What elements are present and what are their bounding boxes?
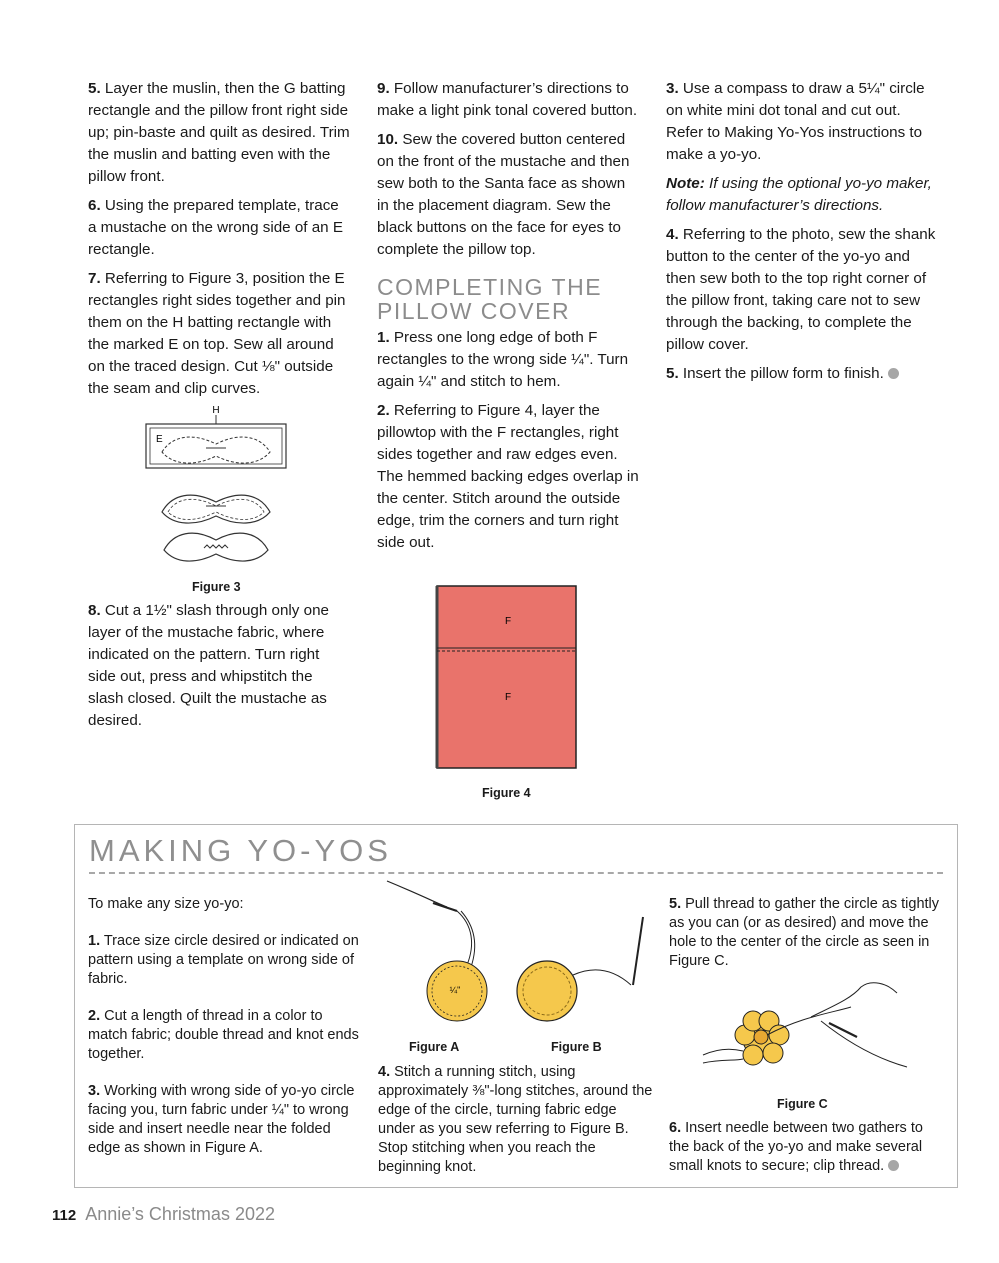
figure-b-caption: Figure B	[551, 1040, 602, 1054]
section-title-completing: COMPLETING THE PILLOW COVER	[377, 274, 603, 324]
step-8: 8. Cut a 1½" slash through only one layer of the mustache fabric, where indicated on the pattern. Turn right side out, press and whipstitch the slash closed. Quilt the mustache as desired.	[88, 602, 329, 729]
making-yoyos-box	[74, 824, 958, 1188]
figure-a-caption: Figure A	[409, 1040, 460, 1054]
figure-3-diagram	[140, 402, 300, 574]
step-6: 6. Using the prepared template, trace a mustache on the wrong side of an E rectangle.	[88, 197, 343, 258]
figure-a-b-diagram	[381, 875, 651, 1043]
page-footer	[52, 1204, 275, 1225]
step-9: 9. Follow manufacturer’s directions to make a light pink tonal covered button.	[377, 80, 638, 119]
figure-3-label-e: E	[156, 434, 163, 445]
yoyo-step-2: 2. Cut a length of thread in a color to match fabric; double thread and knot ends together.	[88, 1008, 359, 1062]
publication-name: Annie’s Christmas 2022	[85, 1204, 275, 1224]
yoyo-column-3	[669, 895, 945, 989]
figure-a-label: ¼"	[449, 985, 461, 995]
figure-3-label-h: H	[212, 405, 220, 416]
completing-step-1: 1. Press one long edge of both F rectangles to the wrong side ¼". Turn again ¼" and stitch to hem.	[377, 329, 629, 390]
completing-step-2: 2. Referring to Figure 4, layer the pillowtop with the F rectangles, right sides together and raw edges even. The hemmed backing edges overlap in the center. Stitch around the outside edge, trim the corners and turn right side out.	[377, 402, 639, 551]
yoyo-column-3-bottom	[669, 1119, 945, 1194]
column-1	[88, 78, 350, 407]
title-divider	[89, 872, 943, 874]
step-3: 3. Use a compass to draw a 5¼" circle on white mini dot tonal and cut out. Refer to Making Yo-Yos instructions to make a yo-yo.	[666, 80, 925, 163]
step-10: 10. Sew the covered button centered on the front of the mustache and then sew both to the Santa face as shown in the placement diagram. Sew the black buttons on the face for eyes to complete the pillow top.	[377, 131, 630, 258]
yoyo-intro: To make any size yo-yo:	[88, 896, 244, 912]
figure-4-label-bottom: F	[504, 692, 512, 703]
note: Note: If using the optional yo-yo maker, follow manufacturer’s directions.	[666, 175, 932, 214]
step-5-finish: 5. Insert the pillow form to finish.	[666, 363, 936, 385]
end-bullet-icon	[888, 368, 899, 379]
figure-c-caption: Figure C	[777, 1097, 828, 1111]
column-2	[377, 78, 639, 561]
end-bullet-icon	[888, 1160, 899, 1171]
yoyo-column-2	[378, 1063, 653, 1195]
yoyo-step-6: 6. Insert needle between two gathers to the back of the yo-yo and make several small knots to secure; clip thread.	[669, 1120, 923, 1174]
yoyo-column-1	[88, 895, 360, 1176]
yoyo-step-4: 4. Stitch a running stitch, using approximately ⅜"-long stitches, around the edge of the circle, turning fabric edge under as you sew referring to Figure B. Stop stitching when you reach the beginning knot.	[378, 1064, 653, 1175]
step-4: 4. Referring to the photo, sew the shank button to the center of the yo-yo and then sew both to the top right corner of the pillow front, taking care not to sew through the backing, to complete the pillow cover.	[666, 226, 936, 353]
yoyo-step-1: 1. Trace size circle desired or indicated on pattern using a template on wrong side of fabric.	[88, 933, 359, 987]
step-5: 5. Layer the muslin, then the G batting rectangle and the pillow front right side up; pin-baste and quilt as desired. Trim the muslin and batting even with the pillow front.	[88, 80, 350, 185]
yoyos-title: MAKING YO-YOS	[89, 833, 392, 868]
yoyo-step-3: 3. Working with wrong side of yo-yo circle facing you, turn fabric under ¼" to wrong side and insert needle near the folded edge as shown in Figure A.	[88, 1083, 355, 1156]
figure-4-label-top: F	[504, 616, 512, 627]
page-number: 112	[52, 1207, 77, 1224]
yoyo-step-5: 5. Pull thread to gather the circle as tightly as you can (or as desired) and move the hole to the center of the circle as seen in Figure C.	[669, 896, 940, 969]
figure-c-diagram	[701, 977, 911, 1097]
figure-4-diagram	[434, 584, 580, 772]
figure-4-caption: Figure 4	[482, 786, 531, 800]
column-1-continued	[88, 600, 350, 739]
figure-3-caption: Figure 3	[192, 580, 241, 594]
column-3	[666, 78, 936, 392]
step-7: 7. Referring to Figure 3, position the E rectangles right sides together and pin them on the H batting rectangle with the marked E on top. Sew all around on the traced design. Cut ⅛" outside the seam and clip curves.	[88, 270, 346, 397]
